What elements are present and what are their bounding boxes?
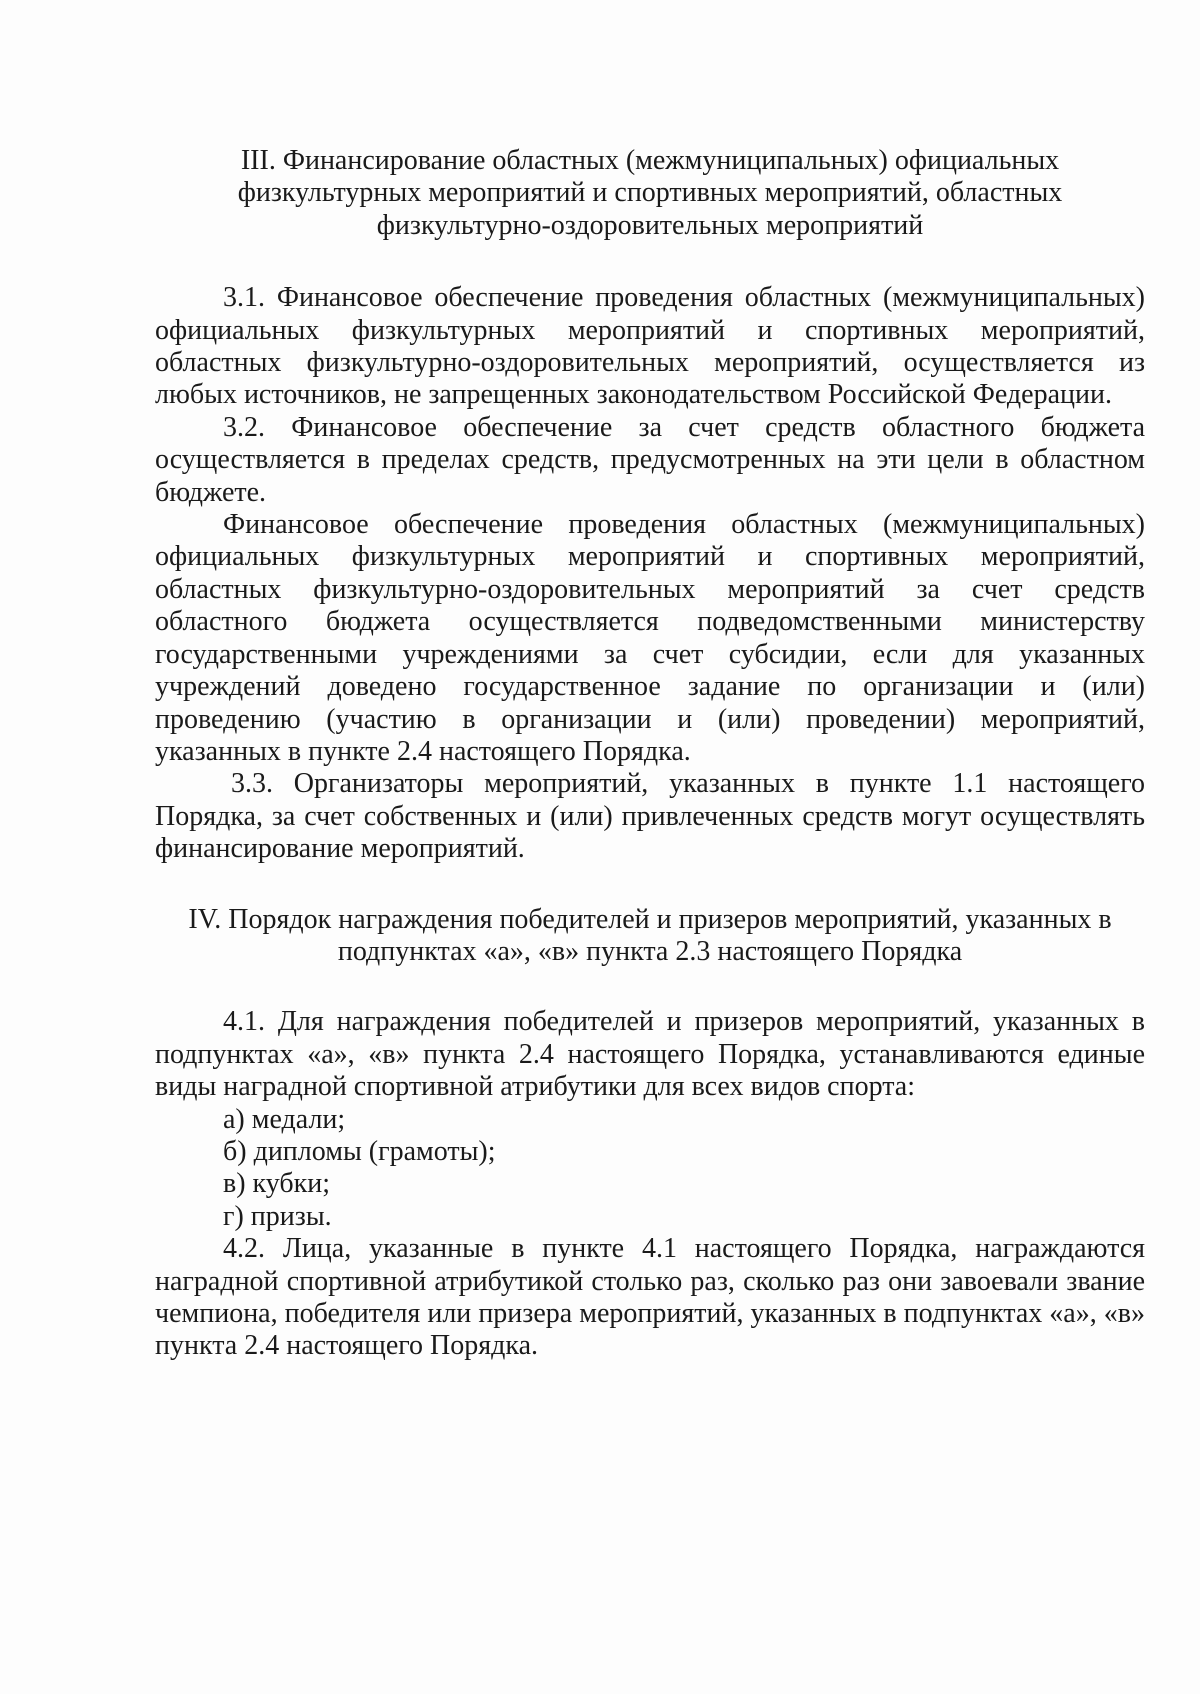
paragraph-3-2-continuation: Финансовое обеспечение проведения областных (межмуниципальных) официальных физкультурных мероприятий и спортивных мероприятий, областных физкультурно-оздоровительных мероприятий за счет средств областного бюджета осуществляется подведомственными министерству государственными учреждениями за счет субсидии, если для указанных учреждений доведено государственное задание по организации и (или) проведению (участию в организации и (или) проведении) мероприятий, указанных в пункте 2.4 настоящего Порядка. <box>155 509 1145 767</box>
list-item-cups: в) кубки; <box>223 1168 330 1200</box>
paragraph-4-2: 4.2. Лица, указанные в пункте 4.1 настоящего Порядка, награждаются наградной спортивной атрибутикой столько раз, сколько раз они завоевали звание чемпиона, победителя или призера мероприятий, указанных в подпунктах «а», «в» пункта 2.4 настоящего Порядка. <box>155 1233 1145 1362</box>
section-3-heading <box>155 145 1145 242</box>
list-item-diplomas: б) дипломы (грамоты); <box>223 1135 496 1167</box>
section-4-heading-line: подпунктах «а», «в» пункта 2.3 настоящего Порядка <box>337 935 963 967</box>
paragraph-4-1: 4.1. Для награждения победителей и призеров мероприятий, указанных в подпунктах «а», «в» пункта 2.4 настоящего Порядка, устанавливаются единые виды наградной спортивной атрибутики для всех видов спорта: <box>155 1006 1145 1103</box>
section-4-heading <box>155 904 1145 969</box>
section-3-heading-line: III. Финансирование областных (межмуниципальных) официальных <box>240 145 1060 176</box>
paragraph-3-1: 3.1. Финансовое обеспечение проведения областных (межмуниципальных) официальных физкультурных мероприятий и спортивных мероприятий, областных физкультурно-оздоровительных мероприятий, осуществляется из любых источников, не запрещенных законодательством Российской Федерации. <box>155 282 1145 411</box>
section-4-heading-line: IV. Порядок награждения победителей и призеров мероприятий, указанных в <box>188 903 1112 935</box>
paragraph-3-2: 3.2. Финансовое обеспечение за счет средств областного бюджета осуществляется в пределах средств, предусмотренных на эти цели в областном бюджете. <box>155 411 1145 508</box>
document-body <box>155 145 1145 1363</box>
section-3-heading-line: физкультурно-оздоровительных мероприятий <box>376 209 924 241</box>
list-item-prizes: г) призы. <box>223 1200 332 1232</box>
list-item-medals: а) медали; <box>223 1103 346 1135</box>
section-3-heading-line: физкультурных мероприятий и спортивных мероприятий, областных <box>237 177 1063 209</box>
paragraph-3-3: 3.3. Организаторы мероприятий, указанных в пункте 1.1 настоящего Порядка, за счет собственных и (или) привлеченных средств могут осуществлять финансирование мероприятий. <box>155 768 1145 865</box>
